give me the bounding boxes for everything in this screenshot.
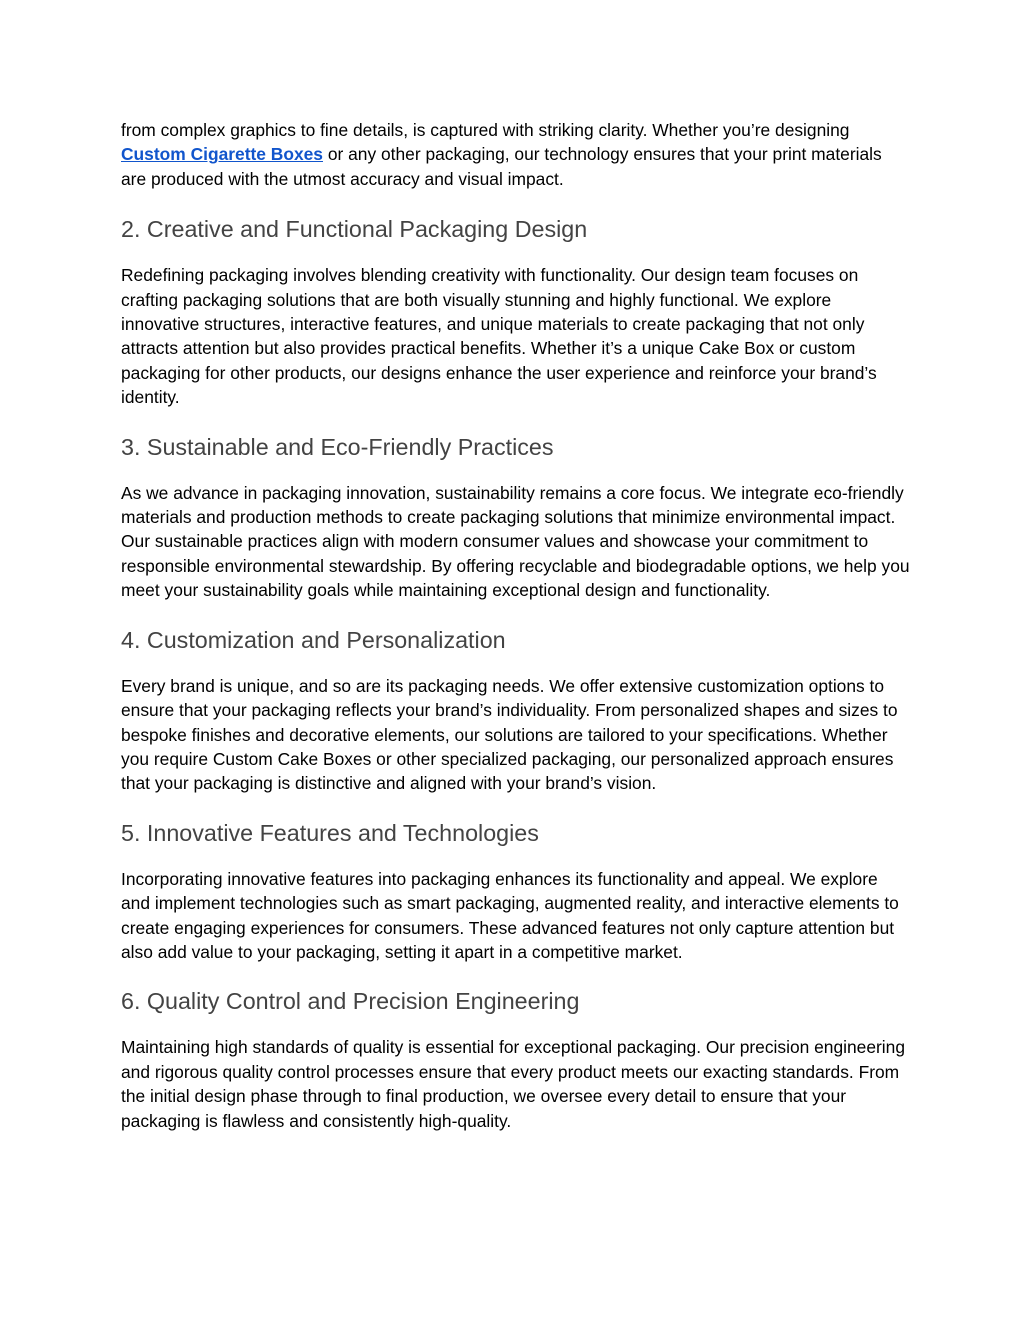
section-heading: 6. Quality Control and Precision Engineering xyxy=(121,988,580,1015)
section-quality-control xyxy=(121,987,911,1133)
section-customization xyxy=(121,626,911,796)
section-body: Redefining packaging involves blending creativity with functionality. Our design team focuses on crafting packaging solutions that are both visually stunning and highly functional. We explore innovative structures, interactive features, and unique materials to create packaging that not only attracts attention but also provides practical benefits. Whether it’s a unique Cake Box or custom packaging for other products, our designs enhance the user experience and reinforce your brand’s identity. xyxy=(121,265,877,408)
section-body: Maintaining high standards of quality is essential for exceptional packaging. Our precision engineering and rigorous quality control processes ensure that every product meets our exacting standards. From the initial design phase through to final production, we oversee every detail to ensure that your packaging is flawless and consistently high-quality. xyxy=(121,1037,906,1131)
section-sustainable-practices xyxy=(121,433,911,603)
section-body: As we advance in packaging innovation, sustainability remains a core focus. We integrate eco-friendly materials and production methods to create packaging solutions that minimize environmental impact. Our sustainable practices align with modern consumer values and showcase your commitment to responsible environmental stewardship. By offering recyclable and biodegradable options, we help you meet your sustainability goals while maintaining exceptional design and functionality. xyxy=(121,482,910,601)
section-heading: 2. Creative and Functional Packaging Design xyxy=(121,216,588,243)
document-page xyxy=(121,118,911,1156)
section-heading: 4. Customization and Personalization xyxy=(121,626,506,653)
section-heading: 3. Sustainable and Eco-Friendly Practices xyxy=(121,433,554,460)
custom-cigarette-boxes-link[interactable]: Custom Cigarette Boxes xyxy=(121,144,323,165)
section-innovative-features xyxy=(121,819,911,965)
section-body: Incorporating innovative features into packaging enhances its functionality and appeal. We explore and implement technologies such as smart packaging, augmented reality, and interactive elements to create engaging experiences for consumers. These advanced features not only capture attention but also add value to your packaging, setting it apart in a competitive market. xyxy=(121,868,899,962)
intro-text-after-link: or any other packaging, our technology ensures that your print materials are produced with the utmost accuracy and visual impact. xyxy=(121,144,882,189)
intro-text-before-link: from complex graphics to fine details, is captured with striking clarity. Whether you’re designing xyxy=(121,120,850,140)
intro-paragraph xyxy=(121,118,911,191)
section-creative-design xyxy=(121,215,911,409)
section-heading: 5. Innovative Features and Technologies xyxy=(121,819,539,846)
section-body: Every brand is unique, and so are its packaging needs. We offer extensive customization options to ensure that your packaging reflects your brand’s individuality. From personalized shapes and sizes to bespoke finishes and decorative elements, our solutions are tailored to your specifications. Whether you require Custom Cake Boxes or other specialized packaging, our personalized approach ensures that your packaging is distinctive and aligned with your brand’s vision. xyxy=(121,675,898,794)
